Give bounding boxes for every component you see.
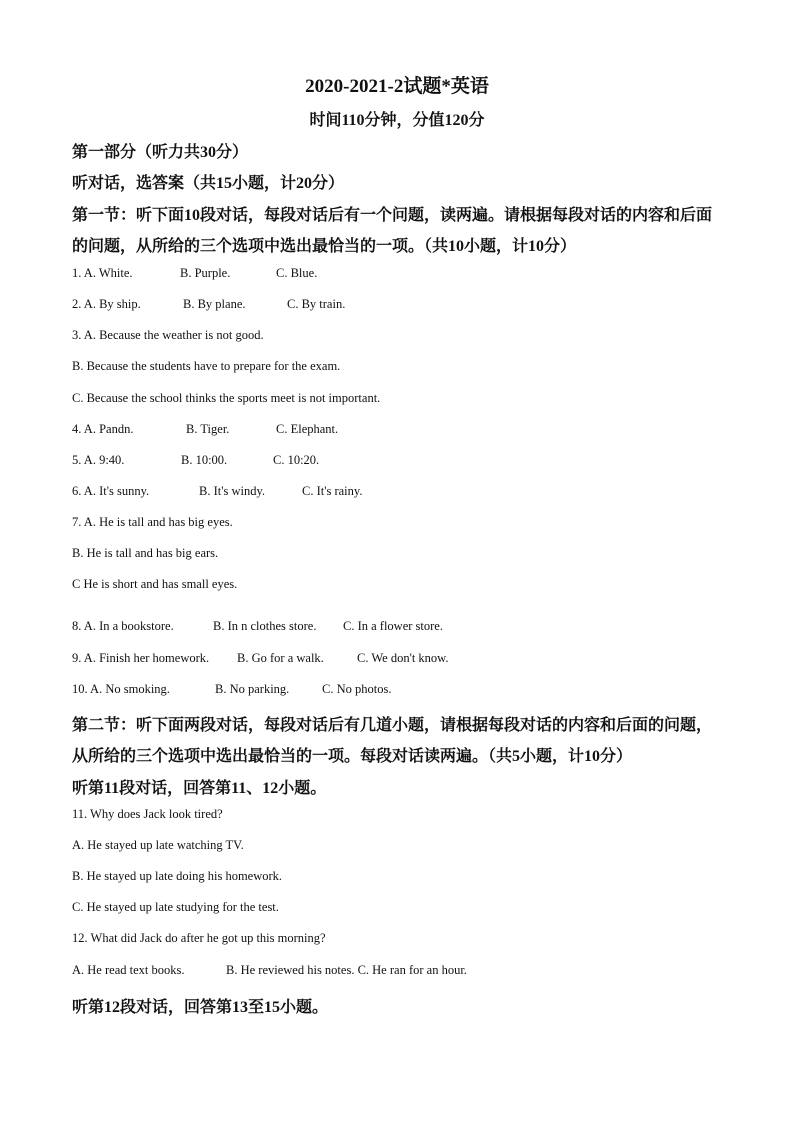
- q1-option-a: 1. A. White.: [72, 266, 133, 280]
- q10-option-c: C. No photos.: [322, 682, 392, 696]
- q9-option-a: 9. A. Finish her homework.: [72, 651, 210, 665]
- q7-option-a: 7. A. He is tall and has big eyes.: [72, 515, 233, 529]
- q8-option-a: 8. A. In a bookstore.: [72, 619, 174, 633]
- q10-option-b: B. No parking.: [215, 682, 290, 696]
- q6-option-b: B. It's windy.: [199, 484, 266, 498]
- dialog12-heading: 听第12段对话，回答第13至15小题。: [72, 999, 329, 1016]
- q11-option-c: C. He stayed up late studying for the test.: [72, 900, 279, 914]
- q2-option-c: C. By train.: [287, 297, 346, 311]
- section2-instruction-line1: 第二节：听下面两段对话，每段对话后有几道小题，请根据每段对话的内容和后面的问题，: [72, 717, 713, 734]
- q7-option-c: C He is short and has small eyes.: [72, 577, 238, 591]
- q3-option-b: B. Because the students have to prepare for the exam.: [72, 359, 341, 373]
- section1-instruction-line1: 第一节：听下面10段对话，每段对话后有一个问题，读两遍。请根据每段对话的内容和后面: [72, 207, 713, 224]
- q1-option-c: C. Blue.: [276, 266, 318, 280]
- q5-option-c: C. 10:20.: [273, 453, 320, 467]
- dialog11-heading: 听第11段对话，回答第11、12小题。: [72, 780, 327, 797]
- q11-stem: 11. Why does Jack look tired?: [72, 807, 223, 821]
- q12-option-a: A. He read text books.: [72, 963, 185, 977]
- q10-option-a: 10. A. No smoking.: [72, 682, 170, 696]
- q9-option-c: C. We don't know.: [357, 651, 449, 665]
- q12-option-b-c: B. He reviewed his notes. C. He ran for an hour.: [226, 963, 467, 977]
- exam-title: 2020-2021-2试题*英语: [305, 76, 489, 97]
- q4-option-c: C. Elephant.: [276, 422, 339, 436]
- section1-instruction-line2: 的问题，从所给的三个选项中选出最恰当的一项。（共10小题，计10分）: [72, 238, 577, 255]
- q8-option-c: C. In a flower store.: [343, 619, 443, 633]
- q4-option-b: B. Tiger.: [186, 422, 230, 436]
- q11-option-b: B. He stayed up late doing his homework.: [72, 869, 283, 883]
- q3-option-a: 3. A. Because the weather is not good.: [72, 328, 264, 342]
- q5-option-b: B. 10:00.: [181, 453, 228, 467]
- q2-option-a: 2. A. By ship.: [72, 297, 141, 311]
- q9-option-b: B. Go for a walk.: [237, 651, 324, 665]
- exam-subtitle: 时间110分钟，分值120分: [309, 112, 485, 129]
- q3-option-c: C. Because the school thinks the sports meet is not important.: [72, 391, 381, 405]
- q4-option-a: 4. A. Pandn.: [72, 422, 134, 436]
- q11-option-a: A. He stayed up late watching TV.: [72, 838, 244, 852]
- part1-heading: 第一部分（听力共30分）: [72, 144, 249, 161]
- q8-option-b: B. In n clothes store.: [213, 619, 317, 633]
- q6-option-a: 6. A. It's sunny.: [72, 484, 150, 498]
- section2-instruction-line2: 从所给的三个选项中选出最恰当的一项。每段对话读两遍。（共5小题，计10分）: [72, 748, 633, 765]
- q6-option-c: C. It's rainy.: [302, 484, 363, 498]
- listen-heading: 听对话，选答案（共15小题，计20分）: [72, 175, 345, 192]
- q5-option-a: 5. A. 9:40.: [72, 453, 125, 467]
- q2-option-b: B. By plane.: [183, 297, 246, 311]
- q12-stem: 12. What did Jack do after he got up this morning?: [72, 931, 326, 945]
- q7-option-b: B. He is tall and has big ears.: [72, 546, 219, 560]
- q1-option-b: B. Purple.: [180, 266, 231, 280]
